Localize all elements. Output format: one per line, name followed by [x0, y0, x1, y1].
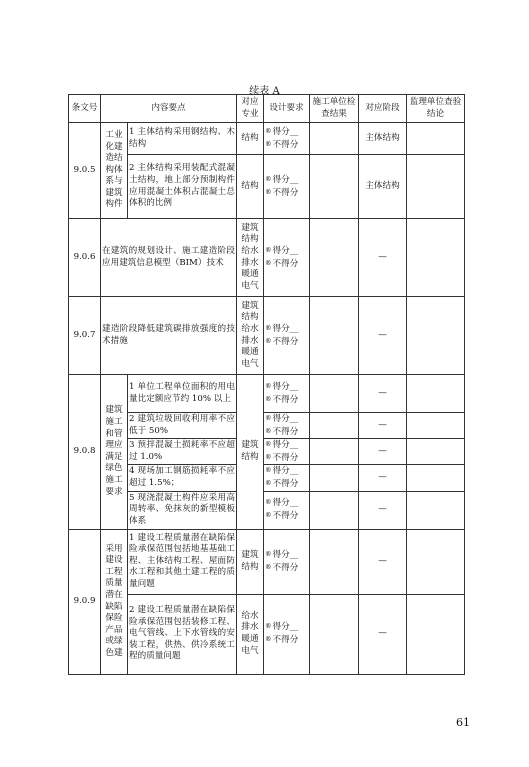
stage-cell: — [359, 491, 407, 529]
group-label: 工业化建造结构体系与建筑构件 [101, 123, 128, 219]
discipline-cell: 建筑 结构 [237, 529, 264, 594]
no-score-option: 不得分 [272, 478, 299, 489]
design-options [264, 529, 310, 594]
requirement-text: 5 现浇混凝土构件应采用高周转率、免抹灰的新型模板体系 [128, 491, 237, 529]
score-option: 得分__ [272, 414, 299, 424]
requirement-text: 在建筑的规划设计、施工建造阶段应用建筑信息模型（BIM）技术 [101, 219, 237, 297]
checkbox-icon[interactable]: ® [265, 622, 272, 631]
supervisor-conclusion[interactable] [407, 439, 465, 465]
score-option: 得分__ [272, 381, 299, 392]
checkbox-icon[interactable]: ® [265, 498, 272, 507]
table-row [69, 413, 465, 439]
no-score-option: 不得分 [272, 394, 299, 405]
clause-number: 9.0.9 [69, 529, 101, 674]
stage-cell: — [359, 465, 407, 491]
requirement-text: 1 单位工程单位面积的用电量比定额应节约 10% 以上 [128, 375, 237, 413]
clause-number: 9.0.7 [69, 297, 101, 375]
contractor-result[interactable] [310, 465, 359, 491]
design-options [264, 297, 310, 375]
score-option: 得分__ [272, 174, 299, 185]
group-label: 建筑施工和管理应满足绿色施工要求 [101, 375, 128, 530]
no-score-option: 不得分 [272, 139, 299, 150]
contractor-result[interactable] [310, 594, 359, 674]
header-contractor: 施工单位检查结果 [310, 95, 359, 123]
checkbox-icon[interactable]: ® [265, 452, 272, 461]
score-option: 得分__ [272, 498, 299, 509]
design-options [264, 123, 310, 155]
no-score-option: 不得分 [272, 562, 299, 573]
requirement-text: 1 主体结构采用钢结构、木结构 [128, 123, 237, 155]
checkbox-icon[interactable]: ® [265, 381, 272, 390]
requirement-text: 建造阶段降低建筑碳排放强度的技术措施 [101, 297, 237, 375]
design-options [264, 413, 310, 439]
stage-cell: — [359, 594, 407, 674]
clause-number: 9.0.5 [69, 123, 101, 219]
design-options [264, 155, 310, 219]
discipline-cell: 建筑 结构 给水 排水 暖通 电气 [237, 297, 264, 375]
discipline-cell: 给水 排水 暖通 电气 [237, 594, 264, 674]
checkbox-icon[interactable]: ® [265, 440, 272, 449]
checkbox-icon[interactable]: ® [265, 635, 272, 644]
score-option: 得分__ [272, 549, 299, 560]
supervisor-conclusion[interactable] [407, 297, 465, 375]
contractor-result[interactable] [310, 123, 359, 155]
page-number: 61 [456, 716, 470, 729]
table-caption: 续表 A [249, 86, 280, 97]
no-score-option: 不得分 [272, 258, 299, 269]
supervisor-conclusion[interactable] [407, 219, 465, 297]
checkbox-icon[interactable]: ® [265, 466, 272, 475]
stage-cell: 主体结构 [359, 123, 407, 155]
supervisor-conclusion[interactable] [407, 594, 465, 674]
checkbox-icon[interactable]: ® [265, 139, 272, 148]
table-row [69, 465, 465, 491]
checkbox-icon[interactable]: ® [265, 336, 272, 345]
checkbox-icon[interactable]: ® [265, 478, 272, 487]
requirement-text: 1 建设工程质量潜在缺陷保险承保范围包括地基基础工程、主体结构工程、屋面防水工程和其他土建工程的质量问题 [128, 529, 237, 594]
score-option: 得分__ [272, 126, 299, 137]
design-options [264, 375, 310, 413]
checkbox-icon[interactable]: ® [265, 258, 272, 267]
checkbox-icon[interactable]: ® [265, 562, 272, 571]
stage-cell: — [359, 439, 407, 465]
design-options [264, 491, 310, 529]
table-row [69, 155, 465, 219]
stage-cell: — [359, 375, 407, 413]
contractor-result[interactable] [310, 219, 359, 297]
design-options [264, 219, 310, 297]
stage-cell: — [359, 529, 407, 594]
header-stage: 对应阶段 [359, 95, 407, 123]
table-row [69, 375, 465, 413]
design-options [264, 465, 310, 491]
header-clause-no: 条文号 [69, 95, 101, 123]
checkbox-icon[interactable]: ® [265, 323, 272, 332]
design-options [264, 594, 310, 674]
table-row [69, 529, 465, 594]
no-score-option: 不得分 [272, 635, 299, 646]
header-discipline: 对应专业 [237, 95, 264, 123]
table-row [69, 219, 465, 297]
group-label: 采用建设工程质量潜在缺陷保险产品或绿色建 [101, 529, 128, 674]
requirement-text: 2 主体结构采用装配式混凝土结构，地上部分预制构件应用混凝土体积占混凝土总体积的比例 [128, 155, 237, 219]
stage-cell: — [359, 297, 407, 375]
stage-cell: 主体结构 [359, 155, 407, 219]
table-row [69, 491, 465, 529]
discipline-cell: 结构 [237, 155, 264, 219]
checkbox-icon[interactable]: ® [265, 426, 272, 435]
score-option: 得分__ [272, 466, 299, 477]
checkbox-icon[interactable]: ® [265, 549, 272, 558]
table-row [69, 594, 465, 674]
table-row [69, 297, 465, 375]
score-option: 得分__ [272, 622, 299, 633]
contractor-result[interactable] [310, 297, 359, 375]
requirements-table [68, 94, 465, 675]
contractor-result[interactable] [310, 375, 359, 413]
discipline-cell: 建筑 结构 给水 排水 暖通 电气 [237, 219, 264, 297]
clause-number: 9.0.6 [69, 219, 101, 297]
stage-cell: — [359, 413, 407, 439]
contractor-result[interactable] [310, 155, 359, 219]
discipline-cell: 建筑 结构 [237, 375, 264, 530]
checkbox-icon[interactable]: ® [265, 394, 272, 403]
checkbox-icon[interactable]: ® [265, 511, 272, 520]
checkbox-icon[interactable]: ® [265, 245, 272, 254]
clause-number: 9.0.8 [69, 375, 101, 530]
contractor-result[interactable] [310, 439, 359, 465]
supervisor-conclusion[interactable] [407, 413, 465, 439]
header-content: 内容要点 [101, 95, 237, 123]
table-row [69, 123, 465, 155]
checkbox-icon[interactable]: ® [265, 414, 272, 422]
no-score-option: 不得分 [272, 511, 299, 522]
checkbox-icon[interactable]: ® [265, 174, 272, 183]
discipline-cell: 结构 [237, 123, 264, 155]
supervisor-conclusion[interactable] [407, 123, 465, 155]
score-option: 得分__ [272, 323, 299, 334]
header-design: 设计要求 [264, 95, 310, 123]
score-option: 得分__ [272, 245, 299, 256]
no-score-option: 不得分 [272, 452, 299, 463]
requirement-text: 2 建筑垃圾回收利用率不应低于 50% [128, 413, 237, 439]
supervisor-conclusion[interactable] [407, 491, 465, 529]
requirement-text: 2 建设工程质量潜在缺陷保险承保范围包括装修工程、电气管线、上下水管线的安装工程，供热、供冷系统工程的质量问题 [128, 594, 237, 674]
supervisor-conclusion[interactable] [407, 465, 465, 491]
table-row [69, 439, 465, 465]
requirement-text: 4 现场加工钢筋损耗率不应超过 1.5%； [128, 465, 237, 491]
supervisor-conclusion[interactable] [407, 529, 465, 594]
contractor-result[interactable] [310, 413, 359, 439]
no-score-option: 不得分 [272, 187, 299, 198]
no-score-option: 不得分 [272, 336, 299, 347]
checkbox-icon[interactable]: ® [265, 187, 272, 196]
header-row [69, 95, 465, 123]
checkbox-icon[interactable]: ® [265, 126, 272, 135]
supervisor-conclusion[interactable] [407, 155, 465, 219]
no-score-option: 不得分 [272, 426, 299, 437]
stage-cell: — [359, 219, 407, 297]
requirement-text: 3 预拌混凝土损耗率不应超过 1.0% [128, 439, 237, 465]
contractor-result[interactable] [310, 529, 359, 594]
supervisor-conclusion[interactable] [407, 375, 465, 413]
score-option: 得分__ [272, 440, 299, 451]
contractor-result[interactable] [310, 491, 359, 529]
header-supervisor: 监理单位查验结论 [407, 95, 465, 123]
design-options [264, 439, 310, 465]
